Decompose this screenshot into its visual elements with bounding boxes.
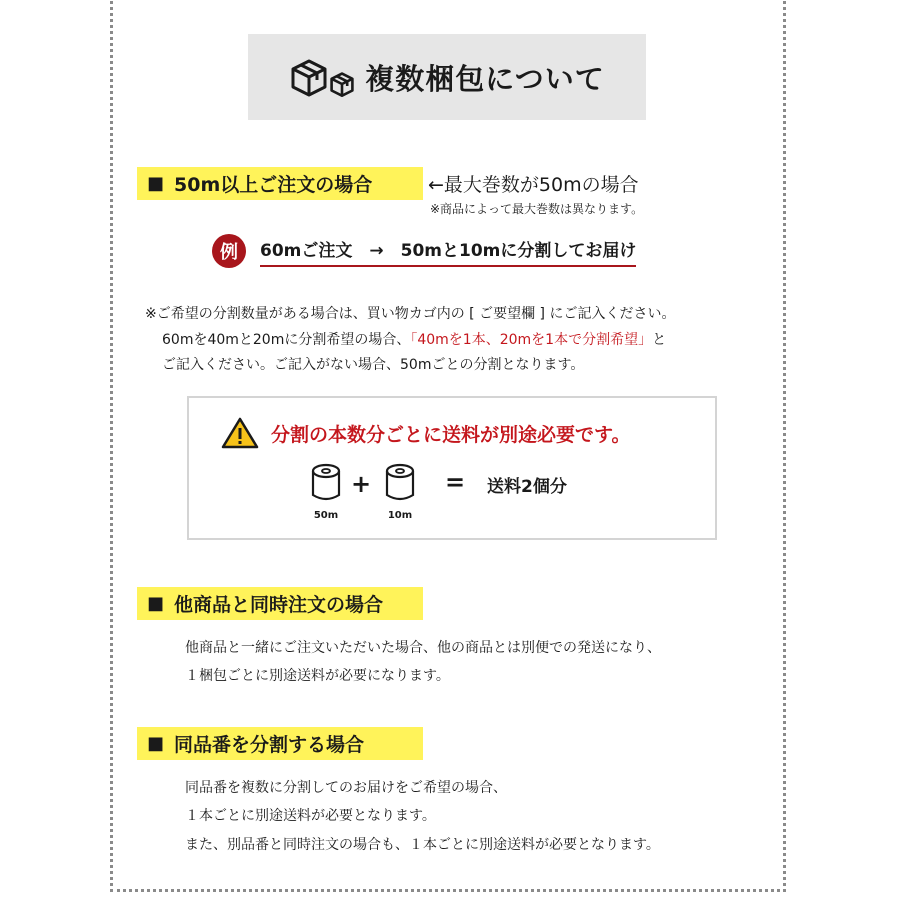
heading-square: ■ (147, 733, 165, 754)
max-roll-subnote: ※商品によって最大巻数は異なります。 (430, 202, 644, 216)
heading-label: 同品番を分割する場合 (174, 734, 365, 756)
section-heading-same-item (137, 727, 423, 760)
warning-row (221, 416, 630, 450)
max-roll-note: ←最大巻数が50mの場合 (428, 174, 639, 196)
heading-square: ■ (147, 593, 165, 614)
split-note-line2-text: 60mを40mと20mに分割希望の場合、 (162, 332, 411, 348)
heading-label: 他商品と同時注文の場合 (174, 594, 384, 616)
page-title-box (248, 34, 646, 120)
warning-text: 分割の本数分ごとに送料が別途必要です。 (271, 423, 631, 446)
example-badge: 例 (212, 234, 246, 268)
heading-label: 50m以上ご注文の場合 (174, 174, 373, 196)
other-products-line2: １梱包ごとに別途送料が必要になります。 (185, 668, 450, 684)
roll-label: 50m (313, 510, 339, 521)
split-note-line2 (162, 328, 666, 352)
page-title: 複数梱包について (365, 61, 605, 96)
split-note-line2-highlight: 「40mを1本、20mを1本で分割希望」 (410, 332, 653, 348)
example-row (212, 234, 636, 268)
section-heading-over-50m (137, 167, 423, 200)
shipping-fee-box (187, 396, 717, 540)
warning-icon (221, 416, 259, 450)
same-item-line3: また、別品番と同時注文の場合も、１本ごとに別途送料が必要となります。 (185, 837, 660, 853)
example-text: 60mご注文 → 50mと10mに分割してお届け (260, 236, 636, 267)
box-icon (289, 57, 329, 97)
heading-square: ■ (147, 173, 165, 194)
roll-icon (309, 462, 343, 504)
split-note-line3: ご記入ください。ご記入がない場合、50mごとの分割となります。 (162, 357, 585, 373)
roll-label: 10m (387, 510, 413, 521)
roll-10m (383, 462, 417, 521)
split-note-line2-end: と (652, 332, 667, 348)
equals-sign: = (445, 468, 466, 496)
small-box-icon (329, 71, 355, 97)
split-note-line1: ※ご希望の分割数量がある場合は、買い物カゴ内の [ ご要望欄 ] にご記入ください。 (145, 306, 676, 322)
shipping-count: 送料2個分 (487, 477, 567, 497)
roll-50m (309, 462, 343, 521)
roll-icon (383, 462, 417, 504)
section-heading-other-products (137, 587, 423, 620)
same-item-line1: 同品番を複数に分割してのお届けをご希望の場合、 (185, 780, 507, 796)
title-icons (289, 57, 355, 97)
plus-sign: + (351, 470, 372, 498)
same-item-line2: １本ごとに別途送料が必要となります。 (185, 808, 436, 824)
other-products-line1: 他商品と一緒にご注文いただいた場合、他の商品とは別便での発送になり、 (185, 640, 661, 656)
